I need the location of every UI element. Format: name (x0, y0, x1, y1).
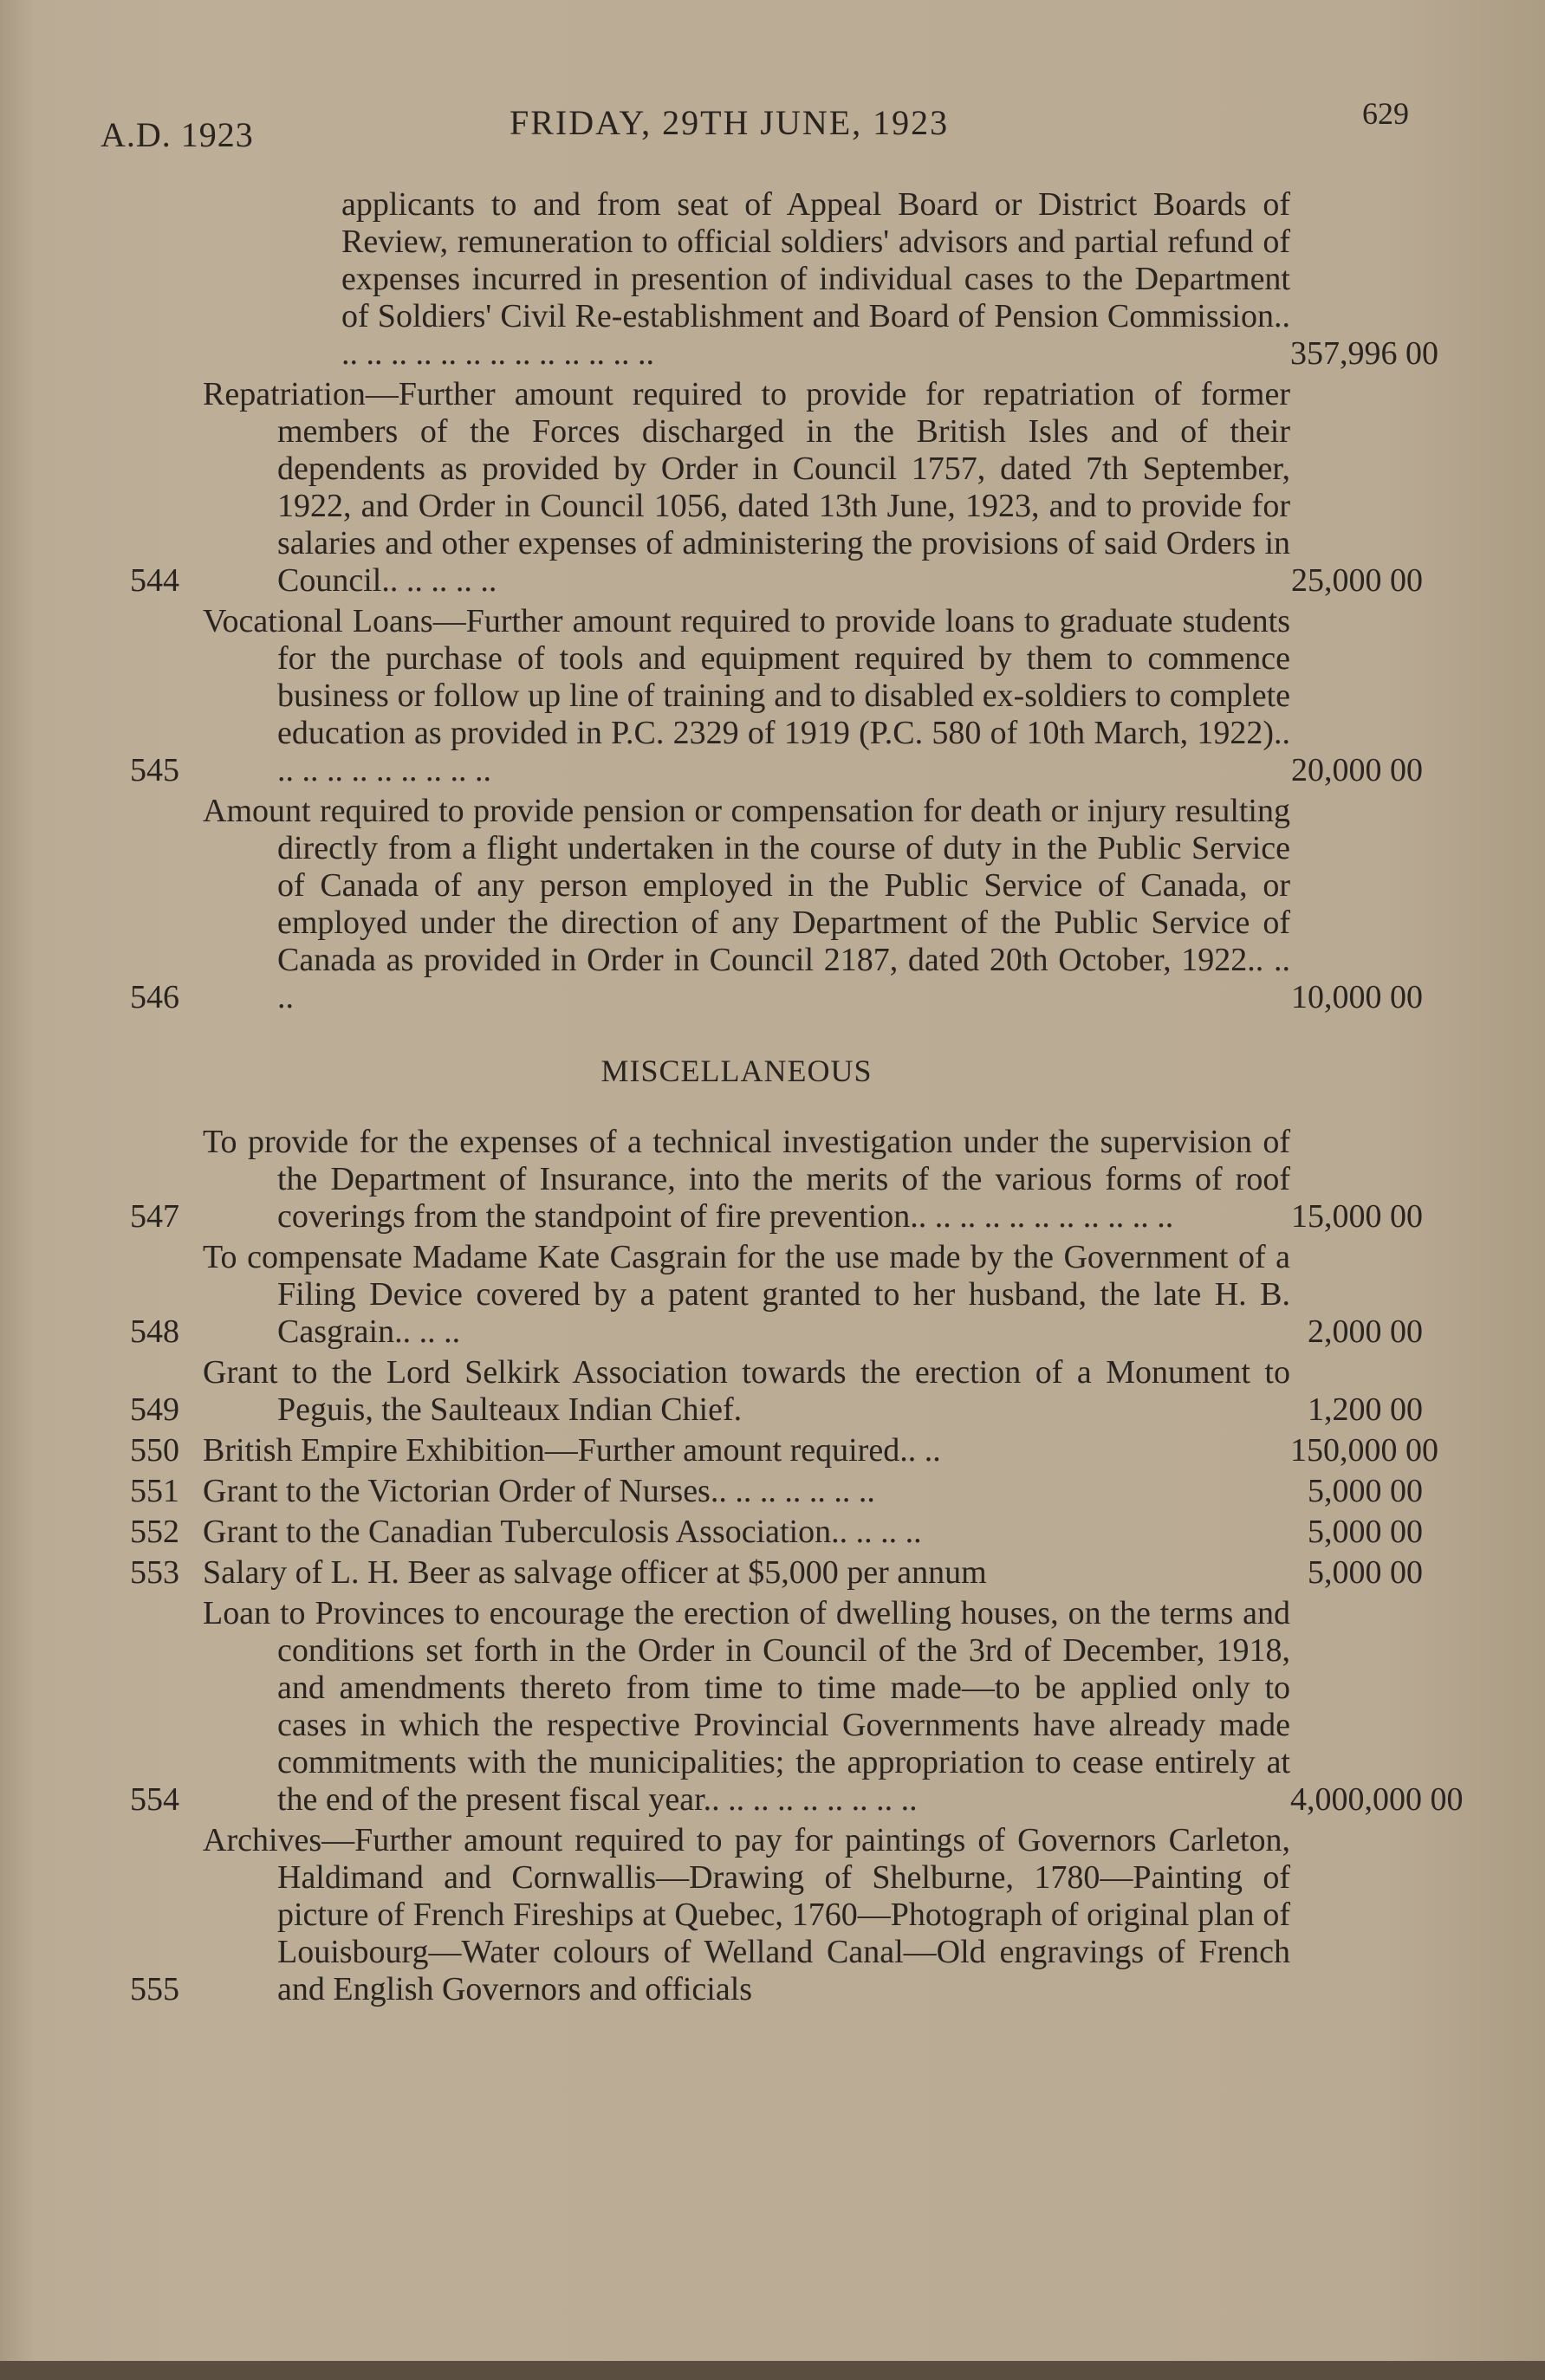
page-header (95, 95, 1447, 156)
entry-544 (130, 376, 1447, 600)
entry-number: 547 (130, 1198, 179, 1235)
entry-amount: 4,000,000 00 (1290, 1781, 1464, 1818)
entry-amount: 25,000 00 (1291, 562, 1423, 599)
entry-amount: 5,000 00 (1308, 1473, 1423, 1509)
entry-amount: 10,000 00 (1291, 979, 1423, 1015)
entry-text: To provide for the expenses of a technical investigation under the supervision of the Department of Insurance, into the merits of the various forms of roof coverings from the standpoint of fire prevention.. .. .. .. .. .. .. .. .. .. .. (203, 1124, 1290, 1235)
entry-547 (130, 1124, 1447, 1235)
entry-amount: 1,200 00 (1308, 1391, 1423, 1428)
entry-amount: 20,000 00 (1291, 752, 1423, 788)
entry-number: 546 (130, 979, 179, 1015)
document-body (130, 186, 1464, 2012)
entry-545 (130, 603, 1447, 789)
entry-amount: 5,000 00 (1308, 1554, 1423, 1591)
entry-546 (130, 793, 1447, 1016)
entry-amount: 2,000 00 (1308, 1313, 1423, 1350)
entry-text: Grant to the Canadian Tuberculosis Association.. .. .. .. (203, 1514, 922, 1550)
entry-text: Amount required to provide pension or compensation for death or injury resulting directly from a flight undertaken in the course of duty in the Public Service of Canada of any person employed in the Public Service of Canada, or employed under the direction of any Department of the Public Service of Canada as provided in Order in Council 2187, dated 20th October, 1922.. .. .. (203, 793, 1290, 1015)
entry-number: 554 (130, 1781, 179, 1818)
entry-amount: 357,996 00 (1290, 335, 1438, 372)
continued-entry (130, 186, 1447, 373)
entry-text: British Empire Exhibition—Further amount required.. .. (203, 1432, 941, 1469)
entry-text: Vocational Loans—Further amount required to provide loans to graduate students for the purchase of tools and equipment required by them to commence business or follow up line of training and to disabled ex-soldiers to complete education as provided in P.C. 2329 of 1919 (P.C. 580 of 10th March, 1922).. .. .. .. .. .. .. .. .. .. (203, 603, 1290, 788)
entry-text: Grant to the Lord Selkirk Association towards the erection of a Monument to Peguis, the Saulteaux Indian Chief. (203, 1354, 1290, 1428)
entry-amount: 15,000 00 (1291, 1198, 1423, 1235)
entry-number: 552 (130, 1514, 179, 1550)
entry-number: 551 (130, 1473, 179, 1509)
entry-number: 550 (130, 1432, 179, 1469)
entry-number: 555 (130, 1971, 179, 2007)
entry-text: To compensate Madame Kate Casgrain for the use made by the Government of a Filing Device covered by a patent granted to her husband, the late H. B. Casgrain.. .. .. (203, 1239, 1290, 1350)
entry-550 (130, 1432, 1447, 1469)
entry-text: Repatriation—Further amount required to provide for repatriation of former members of the Forces discharged in the British Isles and of their dependents as provided by Order in Council 1757, dated 7th September, 1922, and Order in Council 1056, dated 13th June, 1923, and to provide for salaries and other expenses of administering the provisions of said Orders in Council.. .. .. .. .. (203, 376, 1290, 599)
entry-555 (130, 1822, 1447, 2008)
entry-number: 545 (130, 752, 179, 788)
entry-text: Salary of L. H. Beer as salvage officer at $5,000 per annum (203, 1554, 987, 1591)
entry-text: applicants to and from seat of Appeal Board or District Boards of Review, remuneration to official soldiers' advisors and partial refund of expenses incurred in presention of individual cases to the Department of Soldiers' Civil Re-establishment and Board of Pension Commission.. .. .. .. .. .. .. .. .. .. .. .. .. .. (341, 186, 1290, 372)
entry-text: Loan to Provinces to encourage the erection of dwelling houses, on the terms and conditions set forth in the Order in Council of the 3rd of December, 1918, and amendments thereto from time to time made—to be applied only to cases in which the respective Provincial Governments have already made commitments with the municipalities; the appropriation to cease entirely at the end of the present fiscal year.. .. .. .. .. .. .. .. .. (203, 1595, 1290, 1818)
entry-551 (130, 1473, 1447, 1510)
entry-amount: 150,000 00 (1290, 1432, 1438, 1469)
entry-553 (130, 1554, 1447, 1592)
entry-number: 544 (130, 562, 179, 599)
entry-text: Archives—Further amount required to pay for paintings of Governors Carleton, Haldimand and Cornwallis—Drawing of Shelburne, 1780—Painting of picture of French Fireships at Quebec, 1760—Photograph of original plan of Louisbourg—Water colours of Welland Canal—Old engravings of French and English Governors and officials (203, 1822, 1290, 2007)
header-date: FRIDAY, 29TH JUNE, 1923 (510, 103, 950, 142)
header-year: A.D. 1923 (101, 115, 254, 154)
entry-number: 548 (130, 1313, 179, 1350)
section-heading: MISCELLANEOUS (600, 1054, 873, 1088)
entry-number: 549 (130, 1391, 179, 1428)
entry-number: 553 (130, 1554, 179, 1591)
entry-text: Grant to the Victorian Order of Nurses.. .. .. .. .. .. .. (203, 1473, 875, 1509)
entry-548 (130, 1239, 1447, 1351)
page-number: 629 (1362, 96, 1409, 131)
entry-amount: 5,000 00 (1308, 1514, 1423, 1550)
entry-552 (130, 1514, 1447, 1551)
entry-554 (130, 1595, 1464, 1819)
entry-549 (130, 1354, 1447, 1429)
